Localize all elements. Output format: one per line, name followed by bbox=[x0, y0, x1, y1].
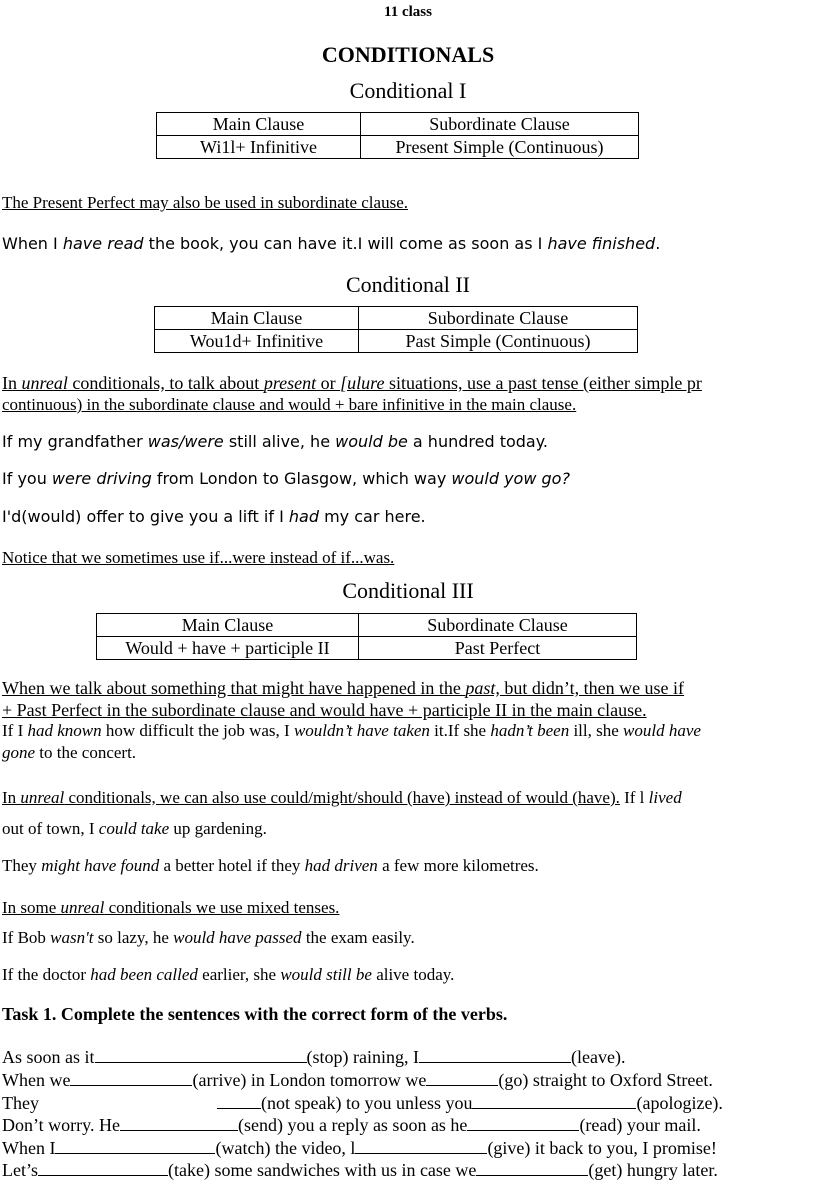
conditional-2-example-1: If my grandfather was/were still alive, he would be a hundred today. bbox=[2, 432, 548, 451]
conditional-2-rule-line-2: continuous) in the subordinate clause and would + bare infinitive in the main clause. bbox=[2, 395, 577, 414]
table-header-subordinate: Subordinate Clause bbox=[359, 307, 638, 330]
answer-blank[interactable] bbox=[38, 1161, 168, 1176]
task-sentence-1: As soon as it (stop) raining, I (leave). bbox=[2, 1047, 626, 1067]
answer-blank[interactable] bbox=[355, 1139, 487, 1154]
conditional-2-rule-line-1: In unreal conditionals, to talk about present or [ulure situations, use a past tense (either simple pr bbox=[2, 373, 702, 393]
task-sentence-3: They (not speak) to you unless you (apologize). bbox=[2, 1093, 723, 1113]
conditional-2-table bbox=[154, 306, 638, 353]
conditional-3-rule-line-2: + Past Perfect in the subordinate clause and would have + participle II in the main clause. bbox=[2, 700, 647, 720]
table-cell-main: Wou1d+ Infinitive bbox=[155, 330, 359, 353]
answer-blank[interactable] bbox=[70, 1071, 192, 1086]
bob-example: If Bob wasn't so lazy, he would have passed the exam easily. bbox=[2, 928, 415, 947]
table-cell-subordinate: Past Simple (Continuous) bbox=[359, 330, 638, 353]
doctor-example: If the doctor had been called earlier, she would still be alive today. bbox=[2, 965, 455, 984]
task-1-heading: Task 1. Complete the sentences with the correct form of the verbs. bbox=[2, 1004, 508, 1024]
table-header-main: Main Clause bbox=[157, 113, 361, 136]
answer-blank[interactable] bbox=[217, 1094, 261, 1109]
conditional-1-rule: The Present Perfect may also be used in subordinate clause. bbox=[2, 193, 408, 212]
answer-blank[interactable] bbox=[95, 1048, 307, 1063]
answer-blank[interactable] bbox=[120, 1116, 238, 1131]
table-header-main: Main Clause bbox=[155, 307, 359, 330]
answer-blank[interactable] bbox=[55, 1139, 215, 1154]
conditional-2-example-2: If you were driving from London to Glasgow, which way would yow go? bbox=[2, 469, 570, 488]
conditional-3-heading: Conditional III bbox=[342, 578, 474, 603]
table-cell-subordinate: Past Perfect bbox=[359, 637, 637, 660]
page-title: CONDITIONALS bbox=[321, 42, 495, 67]
conditional-3-example-line-2: gone to the concert. bbox=[2, 743, 137, 762]
conditional-3-rule-line-1: When we talk about something that might have happened in the past, but didn’t, then we use if bbox=[2, 678, 685, 698]
conditional-1-heading: Conditional I bbox=[349, 78, 467, 103]
class-label: 11 class bbox=[384, 4, 432, 20]
answer-blank[interactable] bbox=[467, 1116, 579, 1131]
table-header-subordinate: Subordinate Clause bbox=[361, 113, 639, 136]
task-sentence-6: Let’s (take) some sandwiches with us in case we (get) hungry later. bbox=[2, 1160, 718, 1180]
they-example: They might have found a better hotel if they had driven a few more kilometres. bbox=[2, 856, 539, 875]
table-cell-main: Wi1l+ Infinitive bbox=[157, 136, 361, 159]
conditional-1-table bbox=[156, 112, 639, 159]
answer-blank[interactable] bbox=[419, 1048, 571, 1063]
table-cell-main: Would + have + participle II bbox=[97, 637, 359, 660]
answer-blank[interactable] bbox=[426, 1071, 498, 1086]
conditional-3-example-line-1: If I had known how difficult the job was, I wouldn’t have taken it.If she hadn’t been ill, she would have bbox=[2, 721, 701, 740]
conditional-1-example: When I have read the book, you can have it.I will come as soon as I have finished. bbox=[2, 234, 661, 253]
table-cell-subordinate: Present Simple (Continuous) bbox=[361, 136, 639, 159]
table-header-main: Main Clause bbox=[97, 614, 359, 637]
could-might-line-1: In unreal conditionals, we can also use could/might/should (have) instead of would (have). If l lived bbox=[2, 788, 682, 807]
conditional-2-heading: Conditional II bbox=[345, 272, 471, 297]
conditional-2-notice: Notice that we sometimes use if...were instead of if...was. bbox=[2, 548, 395, 567]
task-sentence-2: When we (arrive) in London tomorrow we (go) straight to Oxford Street. bbox=[2, 1070, 713, 1090]
answer-blank[interactable] bbox=[472, 1094, 636, 1109]
conditional-3-table bbox=[96, 613, 637, 660]
mixed-tenses-rule: In some unreal conditionals we use mixed tenses. bbox=[2, 898, 340, 917]
table-header-subordinate: Subordinate Clause bbox=[359, 614, 637, 637]
task-sentence-5: When I (watch) the video, l (give) it back to you, I promise! bbox=[2, 1138, 717, 1158]
task-sentence-4: Don’t worry. He (send) you a reply as soon as he (read) your mail. bbox=[2, 1115, 701, 1135]
could-might-line-2: out of town, I could take up gardening. bbox=[2, 819, 267, 838]
conditional-2-example-3: I'd(would) offer to give you a lift if I had my car here. bbox=[2, 507, 426, 526]
answer-blank[interactable] bbox=[476, 1161, 588, 1176]
